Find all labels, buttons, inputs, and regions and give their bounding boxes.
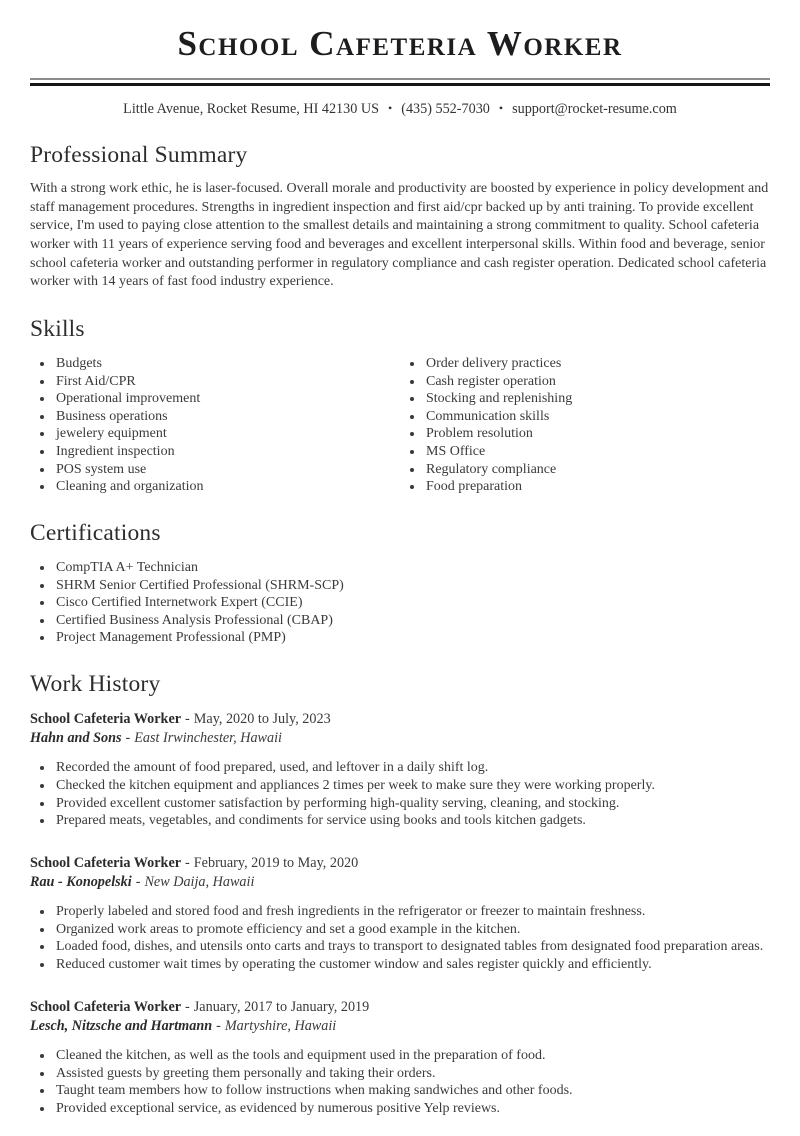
job-title-line (30, 998, 770, 1017)
skill-item: • Ingredient inspection (54, 443, 400, 461)
divider-thick-line (30, 83, 770, 86)
job-company: Hahn and Sons (30, 730, 122, 747)
contact-email: support@rocket-resume.com (512, 101, 677, 118)
certifications-list (30, 559, 770, 647)
skill-item: • Business operations (54, 408, 400, 426)
certification-item: • Cisco Certified Internetwork Expert (CCIE) (54, 594, 770, 612)
job-company: Lesch, Nitzsche and Hartmann (30, 1017, 213, 1034)
skill-item: • Budgets (54, 355, 400, 373)
contact-address: Little Avenue, Rocket Resume, HI 42130 US (123, 101, 380, 118)
job-company-separator: - (216, 1017, 221, 1034)
job-bullet-item: • Recorded the amount of food prepared, used, and leftover in a daily shift log. (54, 759, 770, 777)
job-bullet-item: • Assisted guests by greeting them personally and taking their orders. (54, 1065, 770, 1083)
skill-item: • POS system use (54, 461, 400, 479)
contact-phone: (435) 552-7030 (401, 101, 490, 118)
job-bullets (30, 903, 770, 974)
job-bullets (30, 1047, 770, 1118)
job-location: East Irwinchester, Hawaii (134, 730, 283, 747)
skills-columns (30, 355, 770, 496)
job-title-line (30, 710, 770, 729)
job-bullet-item: • Cleaned the kitchen, as well as the tools and equipment used in the preparation of food. (54, 1047, 770, 1065)
job-dates: February, 2019 to May, 2020 (193, 854, 359, 871)
job-entry (30, 998, 770, 1118)
contact-separator: • (498, 101, 504, 116)
skill-item: • Communication skills (424, 408, 770, 426)
skill-item: • Cash register operation (424, 373, 770, 391)
skill-item: • First Aid/CPR (54, 373, 400, 391)
job-location: New Daija, Hawaii (144, 874, 255, 891)
job-title-separator: - (185, 998, 190, 1015)
job-bullet-item: • Provided excellent customer satisfaction by performing high-quality serving, cleaning, and stocking. (54, 795, 770, 813)
skill-item: • jewelery equipment (54, 425, 400, 443)
job-dates: May, 2020 to July, 2023 (193, 711, 331, 728)
skill-item: • Regulatory compliance (424, 461, 770, 479)
job-location: Martyshire, Hawaii (224, 1017, 337, 1034)
job-title: School Cafeteria Worker (30, 998, 182, 1015)
summary-text: With a strong work ethic, he is laser-focused. Overall morale and productivity are boosted by experience in policy development and staff management procedures. Strengths in ingredient inspection and first aid/cpr backed up by anti training. To provide excellent service, I'm used to paying close attention to the smallest details and maintaining a strong commitment to quality. School cafeteria worker with 11 years of experience serving food and beverages and excellent interpersonal skills. Within food and beverage, senior school cafeteria worker and outstanding performer in regulatory compliance and cash register operation. Dedicated school cafeteria worker with 14 years of fast food industry experience. (30, 181, 769, 290)
work-history-heading: Work History (30, 671, 161, 698)
certification-item: • Project Management Professional (PMP) (54, 629, 770, 647)
job-bullet-item: • Provided exceptional service, as evidenced by numerous positive Yelp reviews. (54, 1100, 770, 1118)
job-bullet-item: • Prepared meats, vegetables, and condiments for service using books and tools kitchen gadgets. (54, 812, 770, 830)
skill-item: • Cleaning and organization (54, 478, 400, 496)
skills-list-left (30, 355, 400, 496)
job-bullet-item: • Taught team members how to follow instructions when making sandwiches and other foods. (54, 1082, 770, 1100)
skill-item: • Operational improvement (54, 390, 400, 408)
header-divider (30, 78, 770, 86)
page-title: School Cafeteria Worker (177, 24, 623, 63)
job-title: School Cafeteria Worker (30, 854, 182, 871)
job-bullet-item: • Organized work areas to promote efficiency and set a good example in the kitchen. (54, 921, 770, 939)
certification-item: • Certified Business Analysis Professional (CBAP) (54, 612, 770, 630)
skills-list-right (400, 355, 770, 496)
job-company: Rau - Konopelski (30, 874, 132, 891)
job-company-line (30, 873, 770, 892)
job-entry (30, 710, 770, 830)
job-company-line (30, 1017, 770, 1036)
job-dates: January, 2017 to January, 2019 (193, 998, 370, 1015)
certifications-heading: Certifications (30, 519, 161, 546)
certification-item: • SHRM Senior Certified Professional (SHRM-SCP) (54, 577, 770, 595)
job-title-separator: - (185, 711, 190, 728)
skill-item: • Order delivery practices (424, 355, 770, 373)
job-bullet-item: • Reduced customer wait times by operating the customer window and sales register quickly and efficiently. (54, 956, 770, 974)
job-bullet-item: • Loaded food, dishes, and utensils onto carts and trays to transport to designated tables from designated food preparation areas. (54, 938, 770, 956)
skill-item: • Problem resolution (424, 425, 770, 443)
skill-item: • Food preparation (424, 478, 770, 496)
job-title: School Cafeteria Worker (30, 711, 182, 728)
contact-line (30, 101, 770, 118)
skill-item: • MS Office (424, 443, 770, 461)
divider-thin-line (30, 78, 770, 80)
job-entry (30, 854, 770, 974)
job-company-line (30, 729, 770, 748)
job-bullets (30, 759, 770, 830)
certification-item: • CompTIA A+ Technician (54, 559, 770, 577)
job-company-separator: - (125, 730, 131, 747)
contact-separator: • (388, 101, 393, 116)
job-title-separator: - (185, 854, 190, 871)
job-title-line (30, 854, 770, 873)
job-bullet-item: • Properly labeled and stored food and fresh ingredients in the refrigerator or freezer to maintain freshness. (54, 903, 770, 921)
skill-item: • Stocking and replenishing (424, 390, 770, 408)
job-company-separator: - (135, 874, 141, 891)
skills-heading: Skills (30, 315, 85, 342)
summary-heading: Professional Summary (30, 142, 248, 169)
job-bullet-item: • Checked the kitchen equipment and appliances 2 times per week to make sure they were working properly. (54, 777, 770, 795)
